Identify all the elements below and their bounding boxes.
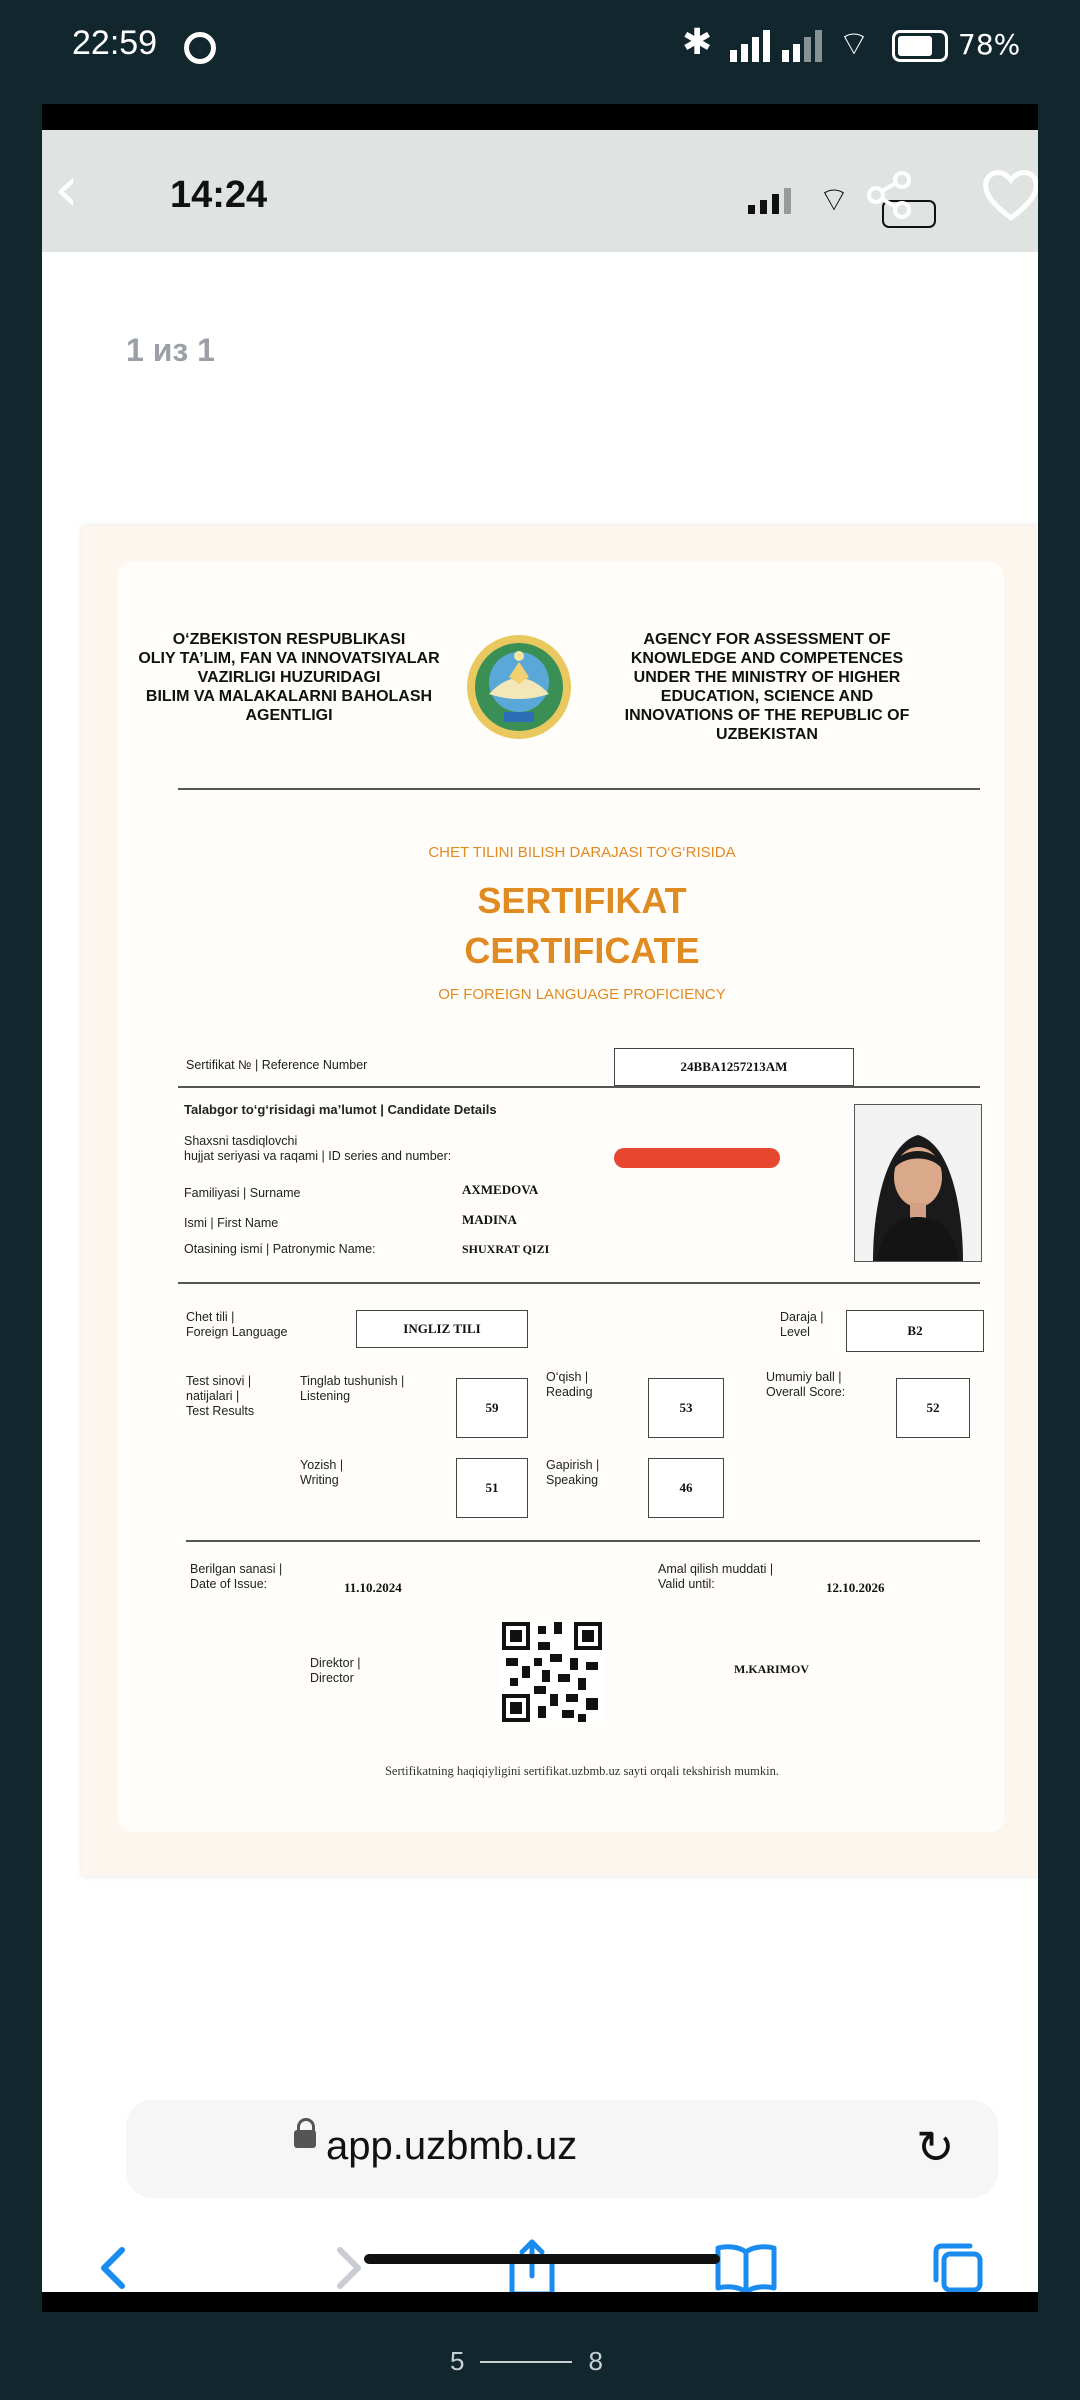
indicator-line [480,2361,572,2363]
valid-until-label [658,1562,773,1592]
label-line: Daraja | [780,1310,824,1324]
label-line: Overall Score: [766,1385,846,1399]
listening-label [300,1374,404,1404]
page-counter: 1 из 1 [126,332,215,368]
portrait-image [855,1105,981,1261]
url-text[interactable]: app.uzbmb.uz [326,2124,578,2168]
patronymic-value: SHUXRAT QIZI [462,1242,550,1256]
screenshot-image [42,104,1038,2312]
issue-label [190,1562,282,1592]
header-left-line: VAZIRLIGI HUZURIDAGI [197,669,381,686]
back-icon[interactable]: ‹ [54,152,79,225]
label-line: Date of Issue: [190,1577,268,1591]
label-line: natijalari | [186,1389,240,1403]
listening-score-box: 59 [456,1378,528,1438]
divider [178,1086,980,1088]
header-left [124,630,454,725]
header-left-line: O‘ZBEKISTON RESPUBLIKASI [172,631,406,648]
inner-wifi-icon: ⌔ [818,180,850,220]
footer-note: Sertifikatning haqiqiyligini sertifikat.uzbmb.uz sayti orqali tekshirish mumkin. [384,1764,780,1778]
header-right-line: UNDER THE MINISTRY OF HIGHER [633,669,901,686]
results-label [186,1374,254,1419]
label-line: Tinglab tushunish | [300,1374,405,1388]
candidate-heading: Talabgor to‘g‘risidagi ma’lumot | Candidate Details [184,1102,497,1117]
title-uz: SERTIFIKAT [477,880,687,921]
bottom-black-band [42,2292,1038,2312]
header-left-line: BILIM VA MALAKALARNI BAHOLASH [145,688,433,705]
inner-signal-icon [748,188,791,214]
level-box: B2 [846,1310,984,1352]
label-line: Berilgan sanasi | [190,1562,283,1576]
share-icon[interactable] [864,170,914,220]
label-line: Listening [300,1389,351,1403]
label-line: Writing [300,1473,339,1487]
label-line: Direktor | [310,1656,361,1670]
title-en: CERTIFICATE [464,930,700,971]
writing-score-box: 51 [456,1458,528,1518]
signal-icon [730,28,770,62]
header-right-line: INNOVATIONS OF THE REPUBLIC OF [624,707,910,724]
total-image-count: 8 [588,2346,603,2376]
speaking-score-box: 46 [648,1458,724,1518]
level-label [780,1310,824,1340]
qr-code-icon[interactable] [502,1622,602,1722]
status-time: 22:59 [72,24,158,62]
writing-label [300,1458,343,1488]
header-left-line: OLIY TA’LIM, FAN VA INNOVATSIYALAR [138,650,440,667]
reading-score-box: 53 [648,1378,724,1438]
signal-icon-2 [782,28,822,62]
label-line: Chet tili | [186,1310,235,1324]
battery-percent: 78% [958,28,1021,61]
favorite-heart-icon[interactable] [980,164,1038,226]
reference-label: Sertifikat № | Reference Number [186,1058,368,1072]
certificate-document [82,526,1038,1876]
label-line: Foreign Language [186,1325,288,1339]
notification-ring-icon [184,32,216,64]
label-line: Level [780,1325,810,1339]
divider [178,788,980,790]
bluetooth-icon: ✱ [682,22,713,63]
label-line: Valid until: [658,1577,715,1591]
director-label [310,1656,360,1686]
valid-until-date: 12.10.2026 [826,1580,885,1595]
speaking-label [546,1458,599,1488]
overall-label [766,1370,845,1400]
overall-score-box: 52 [896,1378,970,1438]
label-line: Yozish | [300,1458,344,1472]
home-indicator[interactable] [364,2254,720,2264]
current-image-number: 5 [450,2346,465,2376]
id-label [184,1134,451,1164]
header-right-line: AGENCY FOR ASSESSMENT OF [643,631,891,648]
id-label-line: hujjat seriyasi va raqami | ID series and number: [184,1149,452,1163]
label-line: Reading [546,1385,593,1399]
subtitle-bottom: OF FOREIGN LANGUAGE PROFICIENCY [438,986,726,1003]
label-line: Director [310,1671,354,1685]
subtitle-top: CHET TILINI BILISH DARAJASI TO‘G‘RISIDA [428,844,736,861]
language-label [186,1310,287,1340]
surname-label: Familiyasi | Surname [184,1186,301,1200]
patronymic-label: Otasining ismi | Patronymic Name: [184,1242,376,1256]
surname-value: AXMEDOVA [462,1182,539,1197]
inner-status-bar [42,130,1038,252]
first-name-value: MADINA [462,1212,517,1227]
status-bar [0,0,1080,100]
label-line: O‘qish | [546,1370,589,1384]
director-name: M.KARIMOV [734,1662,809,1676]
label-line: Gapirish | [546,1458,600,1472]
issue-date: 11.10.2024 [344,1580,402,1595]
top-black-band [42,104,1038,130]
inner-time: 14:24 [170,174,268,216]
reference-number-box: 24BBA1257213AM [614,1048,854,1086]
address-bar[interactable] [126,2100,998,2198]
header-right-line: EDUCATION, SCIENCE AND [660,688,874,705]
header-right-line: UZBEKISTAN [716,726,818,743]
state-emblem-icon [464,632,574,742]
label-line: Amal qilish muddati | [658,1562,774,1576]
label-line: Test sinovi | [186,1374,252,1388]
reading-label [546,1370,593,1400]
redaction-mark [614,1148,780,1168]
candidate-photo [854,1104,982,1262]
label-line: Umumiy ball | [766,1370,842,1384]
wifi-icon: ⌔ [838,24,870,64]
lock-icon [294,2130,316,2148]
language-box: INGLIZ TILI [356,1310,528,1348]
id-label-line: Shaxsni tasdiqlovchi [184,1134,298,1148]
header-left-line: AGENTLIGI [245,707,333,724]
label-line: Test Results [186,1404,255,1418]
battery-icon [892,30,948,62]
gallery-position-indicator [450,2346,603,2377]
reload-icon[interactable]: ↻ [916,2120,955,2174]
divider [186,1540,980,1542]
divider [178,1282,980,1284]
header-right [582,630,952,744]
first-name-label: Ismi | First Name [184,1216,279,1230]
header-right-line: KNOWLEDGE AND COMPETENCES [630,650,904,667]
label-line: Speaking [546,1473,599,1487]
